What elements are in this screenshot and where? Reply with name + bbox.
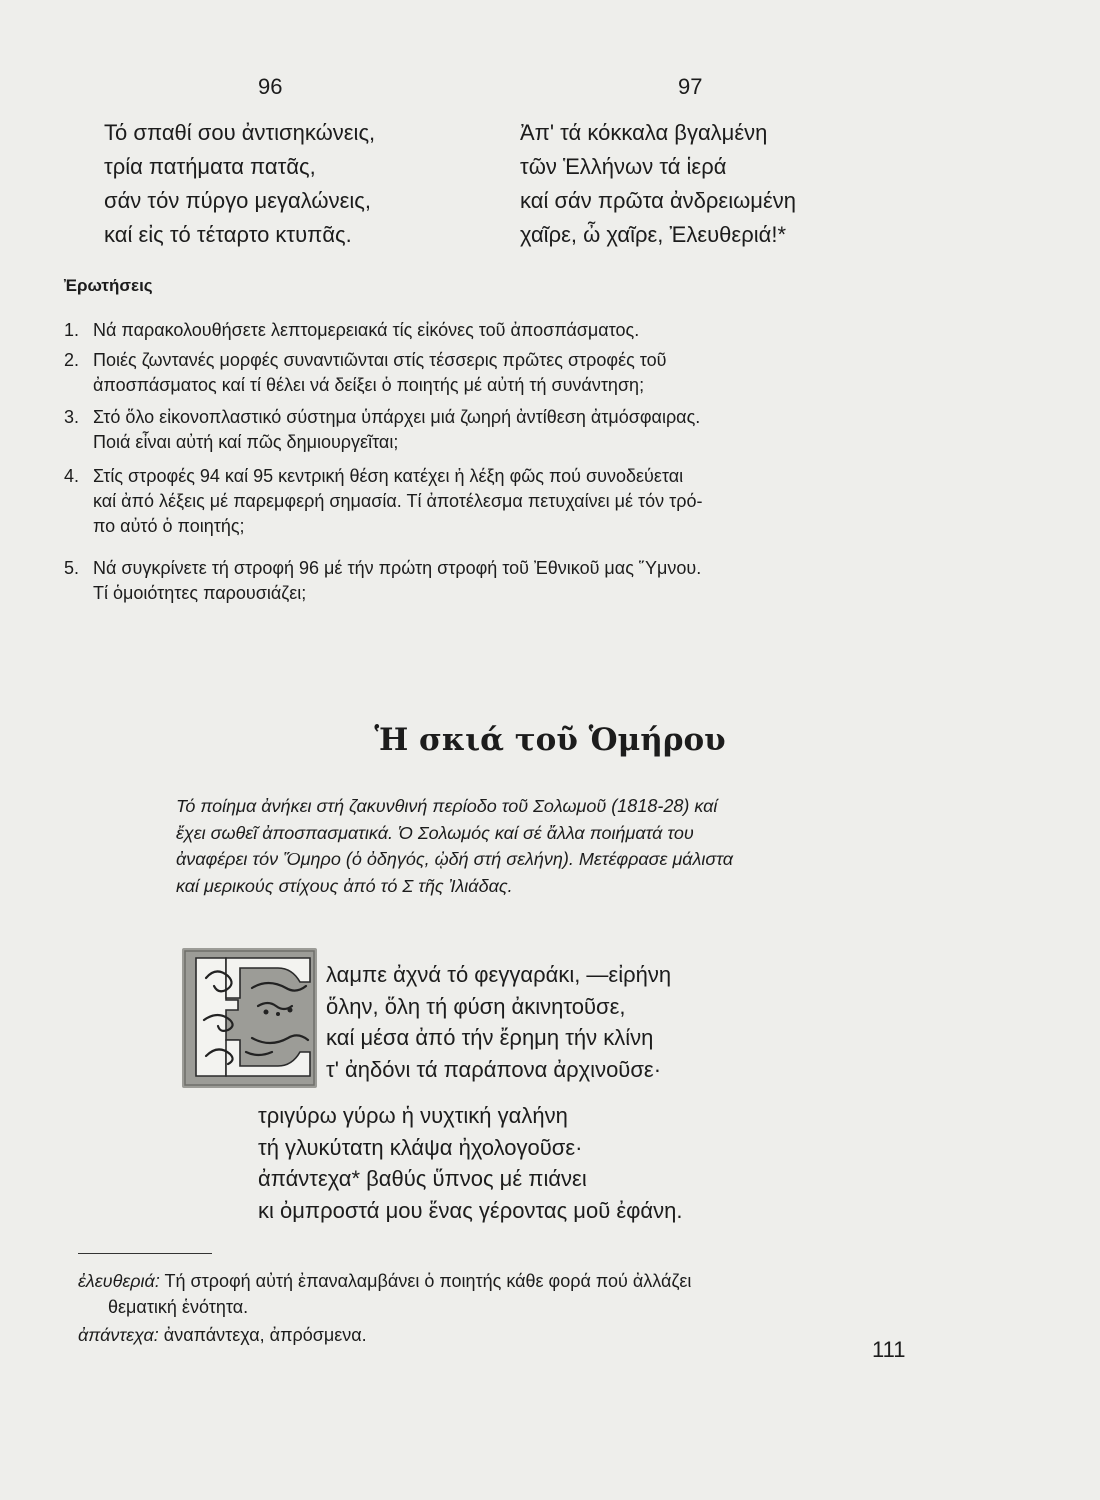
verse-line: Ἀπ' τά κόκκαλα βγαλμένη (520, 120, 768, 145)
question-line: ἀποσπάσματος καί τί θέλει νά δείξει ὁ ποιητής μέ αὐτή τή συνάντηση; (93, 375, 645, 395)
intro-line: ἔχει σωθεῖ ἀποσπασματικά. Ὁ Σολωμός καί σέ ἄλλα ποιήματά του (176, 822, 694, 843)
footnote-text: θεματική ἑνότητα. (108, 1297, 249, 1317)
section-intro (176, 793, 733, 899)
verse-line: σάν τόν πύργο μεγαλώνεις, (104, 188, 371, 213)
question-line: καί ἀπό λέξεις μέ παρεμφερή σημασία. Τί ἀποτέλεσμα πετυχαίνει μέ τόν τρό- (93, 491, 703, 511)
questions-heading: Ἐρωτήσεις (64, 276, 153, 295)
stanza-number-97: 97 (678, 74, 703, 99)
intro-line: Τό ποίημα ἀνήκει στή ζακυνθινή περίοδο τοῦ Σολωμοῦ (1818-28) καί (176, 796, 718, 816)
poem-line: ἀπάντεχα* βαθύς ὕπνος μέ πιάνει (258, 1166, 587, 1191)
question-number: 3. (64, 407, 80, 427)
page-number: 111 (872, 1337, 906, 1362)
intro-line: ἀναφέρει τόν Ὅμηρο (ὁ ὀδηγός, ᾠδή στή σελήνη). Μετέφρασε μάλιστα (176, 849, 734, 869)
verse-line: Τό σπαθί σου ἀντισηκώνεις, (104, 120, 376, 145)
question-number: 5. (64, 558, 80, 578)
question-line: Ποιά εἶναι αὐτή καί πῶς δημιουργεῖται; (93, 432, 399, 452)
stanza-number-96: 96 (258, 74, 283, 99)
question-line: Τί ὁμοιότητες παρουσιάζει; (93, 583, 307, 603)
poem-line: τή γλυκύτατη κλάψα ἠχολογοῦσε· (258, 1134, 583, 1160)
verse-line: τῶν Ἑλλήνων τά ἱερά (520, 154, 727, 179)
drop-cap-initial (182, 948, 317, 1088)
question-line: Νά συγκρίνετε τή στροφή 96 μέ τήν πρώτη στροφή τοῦ Ἐθνικοῦ μας Ὕμνου. (93, 558, 702, 578)
question-number: 1. (64, 320, 80, 340)
footnote-text: Τή στροφή αὐτή ἐπαναλαμβάνει ὁ ποιητής κάθε φορά πού ἀλλάζει (164, 1271, 692, 1291)
poem-line: καί μέσα ἀπό τήν ἔρημη τήν κλίνη (326, 1025, 654, 1050)
footnote (78, 1268, 691, 1320)
footnote-rule (78, 1253, 212, 1254)
verse-line: τρία πατήματα πατᾶς, (104, 154, 316, 179)
footnote-term: ἐλευθεριά: (78, 1271, 160, 1291)
poem-line: ὅλην, ὅλη τή φύση ἀκινητοῦσε, (326, 993, 626, 1019)
poem-line: λαμπε ἀχνά τό φεγγαράκι, —εἰρήνη (326, 962, 672, 987)
stanza-96 (104, 119, 375, 249)
verse-line: καί εἰς τό τέταρτο κτυπᾶς. (104, 222, 352, 247)
question-line: πο αὐτό ὁ ποιητής; (93, 516, 245, 536)
question-line: Ποιές ζωντανές μορφές συναντιῶνται στίς τέσσερις πρῶτες στροφές τοῦ (93, 350, 667, 370)
poem-line: τριγύρω γύρω ἡ νυχτική γαλήνη (258, 1103, 568, 1128)
poem-line: κι ὀμπροστά μου ἕνας γέροντας μοῦ ἐφάνη. (258, 1197, 683, 1223)
verse-line: καί σάν πρῶτα ἀνδρειωμένη (520, 188, 797, 213)
verse-line: χαῖρε, ὦ χαῖρε, Ἐλευθεριά!* (520, 222, 787, 247)
stanza-97 (520, 119, 796, 249)
question-number: 2. (64, 350, 80, 370)
poem-opening (326, 959, 671, 1085)
intro-line: καί μερικούς στίχους ἀπό τό Σ τῆς Ἰλιάδας. (176, 875, 513, 896)
section-title: Ἡ σκιά τοῦ Ὁμήρου (374, 722, 726, 758)
poem-continuation (258, 1100, 683, 1226)
footnote (78, 1322, 367, 1348)
poem-line: τ' ἀηδόνι τά παράπονα ἀρχινοῦσε· (326, 1056, 662, 1082)
question-line: Νά παρακολουθήσετε λεπτομερειακά τίς εἰκόνες τοῦ ἀποσπάσματος. (93, 320, 640, 340)
footnote-term: ἀπάντεχα: (78, 1325, 159, 1345)
question-line: Στίς στροφές 94 καί 95 κεντρική θέση κατέχει ἡ λέξη φῶς πού συνοδεύεται (93, 466, 684, 486)
ornament-icon (182, 948, 317, 1088)
question-line: Στό ὅλο εἰκονοπλαστικό σύστημα ὑπάρχει μιά ζωηρή ἀντίθεση ἀτμόσφαιρας. (93, 407, 701, 427)
question-number: 4. (64, 466, 80, 486)
footnote-text: ἀναπάντεχα, ἀπρόσμενα. (163, 1325, 367, 1345)
